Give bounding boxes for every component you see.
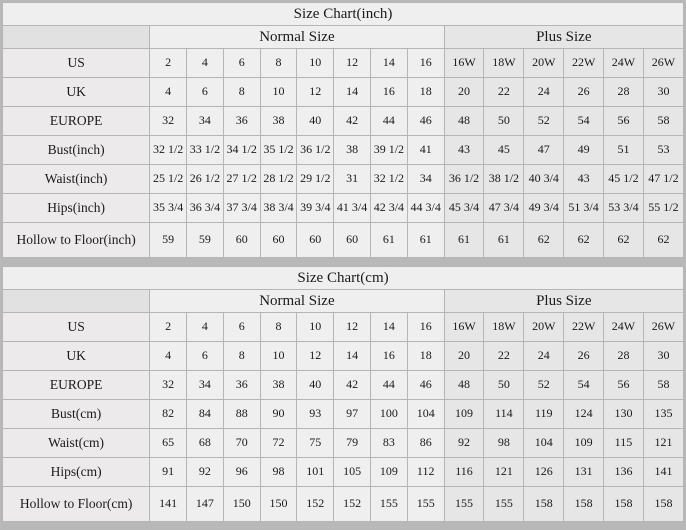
- data-cell: 100: [371, 400, 408, 429]
- data-cell: 12: [334, 49, 371, 78]
- data-cell: 16: [371, 342, 408, 371]
- data-cell: 42: [334, 107, 371, 136]
- data-cell: 28: [604, 342, 644, 371]
- data-cell: 4: [187, 313, 224, 342]
- data-cell: 82: [150, 400, 187, 429]
- data-cell: 16: [407, 313, 444, 342]
- data-cell: 34: [187, 371, 224, 400]
- data-cell: 124: [564, 400, 604, 429]
- data-cell: 10: [260, 78, 297, 107]
- data-cell: 34 1/2: [223, 136, 260, 165]
- data-cell: 24: [524, 78, 564, 107]
- data-cell: 34: [407, 165, 444, 194]
- data-cell: 27 1/2: [223, 165, 260, 194]
- data-cell: 18W: [484, 313, 524, 342]
- data-cell: 54: [564, 107, 604, 136]
- data-cell: 152: [297, 487, 334, 522]
- row-label: UK: [3, 78, 150, 107]
- data-cell: 28: [604, 78, 644, 107]
- data-cell: 26 1/2: [187, 165, 224, 194]
- data-cell: 84: [187, 400, 224, 429]
- data-cell: 121: [643, 429, 683, 458]
- data-cell: 112: [407, 458, 444, 487]
- data-cell: 36: [223, 371, 260, 400]
- data-cell: 45 3/4: [444, 194, 484, 223]
- data-cell: 60: [260, 223, 297, 258]
- data-cell: 16: [407, 49, 444, 78]
- data-cell: 4: [150, 342, 187, 371]
- data-cell: 53 3/4: [604, 194, 644, 223]
- data-cell: 155: [407, 487, 444, 522]
- row-label: EUROPE: [3, 371, 150, 400]
- data-cell: 114: [484, 400, 524, 429]
- data-cell: 141: [643, 458, 683, 487]
- data-cell: 158: [564, 487, 604, 522]
- data-cell: 49 3/4: [524, 194, 564, 223]
- data-cell: 98: [260, 458, 297, 487]
- data-cell: 62: [564, 223, 604, 258]
- data-cell: 20: [444, 78, 484, 107]
- data-cell: 46: [407, 107, 444, 136]
- table-row: [3, 78, 684, 107]
- data-cell: 40: [297, 107, 334, 136]
- data-cell: 86: [407, 429, 444, 458]
- row-label: Hips(cm): [3, 458, 150, 487]
- data-cell: 26: [564, 78, 604, 107]
- data-cell: 104: [524, 429, 564, 458]
- data-cell: 45 1/2: [604, 165, 644, 194]
- data-cell: 43: [564, 165, 604, 194]
- data-cell: 126: [524, 458, 564, 487]
- row-label: Hollow to Floor(cm): [3, 487, 150, 522]
- data-cell: 12: [334, 313, 371, 342]
- data-cell: 42 3/4: [371, 194, 408, 223]
- data-cell: 38: [334, 136, 371, 165]
- data-cell: 92: [444, 429, 484, 458]
- data-cell: 119: [524, 400, 564, 429]
- data-cell: 40: [297, 371, 334, 400]
- row-label: UK: [3, 342, 150, 371]
- data-cell: 105: [334, 458, 371, 487]
- data-cell: 6: [223, 49, 260, 78]
- data-cell: 20W: [524, 313, 564, 342]
- row-label: US: [3, 49, 150, 78]
- data-cell: 44 3/4: [407, 194, 444, 223]
- data-cell: 62: [604, 223, 644, 258]
- data-cell: 4: [150, 78, 187, 107]
- data-cell: 20W: [524, 49, 564, 78]
- data-cell: 36 1/2: [444, 165, 484, 194]
- data-cell: 59: [150, 223, 187, 258]
- data-cell: 22: [484, 342, 524, 371]
- data-cell: 70: [223, 429, 260, 458]
- data-cell: 32: [150, 107, 187, 136]
- data-cell: 53: [643, 136, 683, 165]
- data-cell: 50: [484, 107, 524, 136]
- row-label: US: [3, 313, 150, 342]
- data-cell: 6: [187, 78, 224, 107]
- data-cell: 25 1/2: [150, 165, 187, 194]
- data-cell: 2: [150, 313, 187, 342]
- data-cell: 52: [524, 107, 564, 136]
- data-cell: 104: [407, 400, 444, 429]
- data-cell: 26: [564, 342, 604, 371]
- data-cell: 18: [407, 78, 444, 107]
- data-cell: 30: [643, 342, 683, 371]
- table-row: [3, 458, 684, 487]
- group-header-normal: Normal Size: [150, 290, 444, 313]
- data-cell: 55 1/2: [643, 194, 683, 223]
- data-cell: 38: [260, 371, 297, 400]
- data-cell: 24: [524, 342, 564, 371]
- data-cell: 32 1/2: [150, 136, 187, 165]
- data-cell: 16W: [444, 49, 484, 78]
- data-cell: 60: [223, 223, 260, 258]
- table-row: [3, 371, 684, 400]
- data-cell: 24W: [604, 49, 644, 78]
- table-row: [3, 429, 684, 458]
- data-cell: 48: [444, 371, 484, 400]
- data-cell: 72: [260, 429, 297, 458]
- row-label: Hollow to Floor(inch): [3, 223, 150, 258]
- data-cell: 98: [484, 429, 524, 458]
- data-cell: 36 1/2: [297, 136, 334, 165]
- row-label: Waist(inch): [3, 165, 150, 194]
- data-cell: 150: [260, 487, 297, 522]
- data-cell: 39 1/2: [371, 136, 408, 165]
- table-row: [3, 165, 684, 194]
- data-cell: 135: [643, 400, 683, 429]
- data-cell: 131: [564, 458, 604, 487]
- group-header-plus: Plus Size: [444, 290, 683, 313]
- data-cell: 14: [334, 342, 371, 371]
- data-cell: 150: [223, 487, 260, 522]
- data-cell: 116: [444, 458, 484, 487]
- data-cell: 109: [444, 400, 484, 429]
- size-chart-table: [2, 2, 684, 258]
- data-cell: 46: [407, 371, 444, 400]
- row-label: Waist(cm): [3, 429, 150, 458]
- data-cell: 35 1/2: [260, 136, 297, 165]
- data-cell: 155: [444, 487, 484, 522]
- data-cell: 37 3/4: [223, 194, 260, 223]
- size-chart-cm: [0, 264, 686, 522]
- chart-title: Size Chart(cm): [3, 267, 684, 290]
- data-cell: 40 3/4: [524, 165, 564, 194]
- table-row: [3, 107, 684, 136]
- data-cell: 36 3/4: [187, 194, 224, 223]
- data-cell: 22W: [564, 49, 604, 78]
- data-cell: 16W: [444, 313, 484, 342]
- data-cell: 47: [524, 136, 564, 165]
- data-cell: 61: [371, 223, 408, 258]
- data-cell: 51 3/4: [564, 194, 604, 223]
- table-row: [3, 49, 684, 78]
- data-cell: 44: [371, 371, 408, 400]
- data-cell: 41 3/4: [334, 194, 371, 223]
- data-cell: 45: [484, 136, 524, 165]
- data-cell: 38: [260, 107, 297, 136]
- data-cell: 158: [643, 487, 683, 522]
- data-cell: 47 1/2: [643, 165, 683, 194]
- data-cell: 75: [297, 429, 334, 458]
- data-cell: 56: [604, 371, 644, 400]
- size-chart-table: [2, 266, 684, 522]
- table-row: [3, 313, 684, 342]
- data-cell: 22: [484, 78, 524, 107]
- data-cell: 6: [187, 342, 224, 371]
- data-cell: 62: [643, 223, 683, 258]
- data-cell: 141: [150, 487, 187, 522]
- corner-cell: [3, 26, 150, 49]
- data-cell: 65: [150, 429, 187, 458]
- data-cell: 56: [604, 107, 644, 136]
- data-cell: 10: [297, 313, 334, 342]
- data-cell: 101: [297, 458, 334, 487]
- chart-title: Size Chart(inch): [3, 3, 684, 26]
- data-cell: 62: [524, 223, 564, 258]
- data-cell: 36: [223, 107, 260, 136]
- data-cell: 26W: [643, 313, 683, 342]
- data-cell: 8: [260, 49, 297, 78]
- group-header-plus: Plus Size: [444, 26, 683, 49]
- data-cell: 29 1/2: [297, 165, 334, 194]
- data-cell: 58: [643, 371, 683, 400]
- data-cell: 12: [297, 342, 334, 371]
- group-header-normal: Normal Size: [150, 26, 444, 49]
- data-cell: 50: [484, 371, 524, 400]
- data-cell: 60: [334, 223, 371, 258]
- data-cell: 58: [643, 107, 683, 136]
- row-label: Bust(cm): [3, 400, 150, 429]
- table-row: [3, 223, 684, 258]
- data-cell: 33 1/2: [187, 136, 224, 165]
- data-cell: 61: [444, 223, 484, 258]
- data-cell: 26W: [643, 49, 683, 78]
- data-cell: 93: [297, 400, 334, 429]
- data-cell: 16: [371, 78, 408, 107]
- data-cell: 155: [484, 487, 524, 522]
- data-cell: 6: [223, 313, 260, 342]
- data-cell: 68: [187, 429, 224, 458]
- data-cell: 158: [604, 487, 644, 522]
- data-cell: 47 3/4: [484, 194, 524, 223]
- data-cell: 158: [524, 487, 564, 522]
- data-cell: 38 1/2: [484, 165, 524, 194]
- data-cell: 35 3/4: [150, 194, 187, 223]
- table-row: [3, 342, 684, 371]
- data-cell: 115: [604, 429, 644, 458]
- data-cell: 8: [260, 313, 297, 342]
- data-cell: 48: [444, 107, 484, 136]
- data-cell: 51: [604, 136, 644, 165]
- data-cell: 8: [223, 78, 260, 107]
- data-cell: 121: [484, 458, 524, 487]
- data-cell: 20: [444, 342, 484, 371]
- data-cell: 43: [444, 136, 484, 165]
- data-cell: 96: [223, 458, 260, 487]
- data-cell: 83: [371, 429, 408, 458]
- data-cell: 49: [564, 136, 604, 165]
- data-cell: 18W: [484, 49, 524, 78]
- data-cell: 92: [187, 458, 224, 487]
- data-cell: 39 3/4: [297, 194, 334, 223]
- data-cell: 2: [150, 49, 187, 78]
- data-cell: 42: [334, 371, 371, 400]
- data-cell: 24W: [604, 313, 644, 342]
- data-cell: 61: [407, 223, 444, 258]
- data-cell: 14: [371, 49, 408, 78]
- data-cell: 88: [223, 400, 260, 429]
- data-cell: 41: [407, 136, 444, 165]
- data-cell: 10: [297, 49, 334, 78]
- corner-cell: [3, 290, 150, 313]
- data-cell: 52: [524, 371, 564, 400]
- data-cell: 109: [564, 429, 604, 458]
- data-cell: 155: [371, 487, 408, 522]
- data-cell: 34: [187, 107, 224, 136]
- row-label: Bust(inch): [3, 136, 150, 165]
- data-cell: 60: [297, 223, 334, 258]
- data-cell: 44: [371, 107, 408, 136]
- data-cell: 91: [150, 458, 187, 487]
- size-chart-inch: [0, 0, 686, 258]
- data-cell: 18: [407, 342, 444, 371]
- data-cell: 31: [334, 165, 371, 194]
- data-cell: 14: [334, 78, 371, 107]
- data-cell: 4: [187, 49, 224, 78]
- data-cell: 136: [604, 458, 644, 487]
- table-row: [3, 194, 684, 223]
- table-row: [3, 136, 684, 165]
- data-cell: 38 3/4: [260, 194, 297, 223]
- data-cell: 8: [223, 342, 260, 371]
- table-row: [3, 487, 684, 522]
- data-cell: 10: [260, 342, 297, 371]
- row-label: EUROPE: [3, 107, 150, 136]
- data-cell: 109: [371, 458, 408, 487]
- data-cell: 61: [484, 223, 524, 258]
- data-cell: 12: [297, 78, 334, 107]
- data-cell: 14: [371, 313, 408, 342]
- data-cell: 54: [564, 371, 604, 400]
- table-row: [3, 400, 684, 429]
- data-cell: 32 1/2: [371, 165, 408, 194]
- data-cell: 130: [604, 400, 644, 429]
- data-cell: 32: [150, 371, 187, 400]
- data-cell: 30: [643, 78, 683, 107]
- data-cell: 97: [334, 400, 371, 429]
- data-cell: 79: [334, 429, 371, 458]
- data-cell: 152: [334, 487, 371, 522]
- data-cell: 90: [260, 400, 297, 429]
- data-cell: 22W: [564, 313, 604, 342]
- row-label: Hips(inch): [3, 194, 150, 223]
- data-cell: 28 1/2: [260, 165, 297, 194]
- data-cell: 59: [187, 223, 224, 258]
- data-cell: 147: [187, 487, 224, 522]
